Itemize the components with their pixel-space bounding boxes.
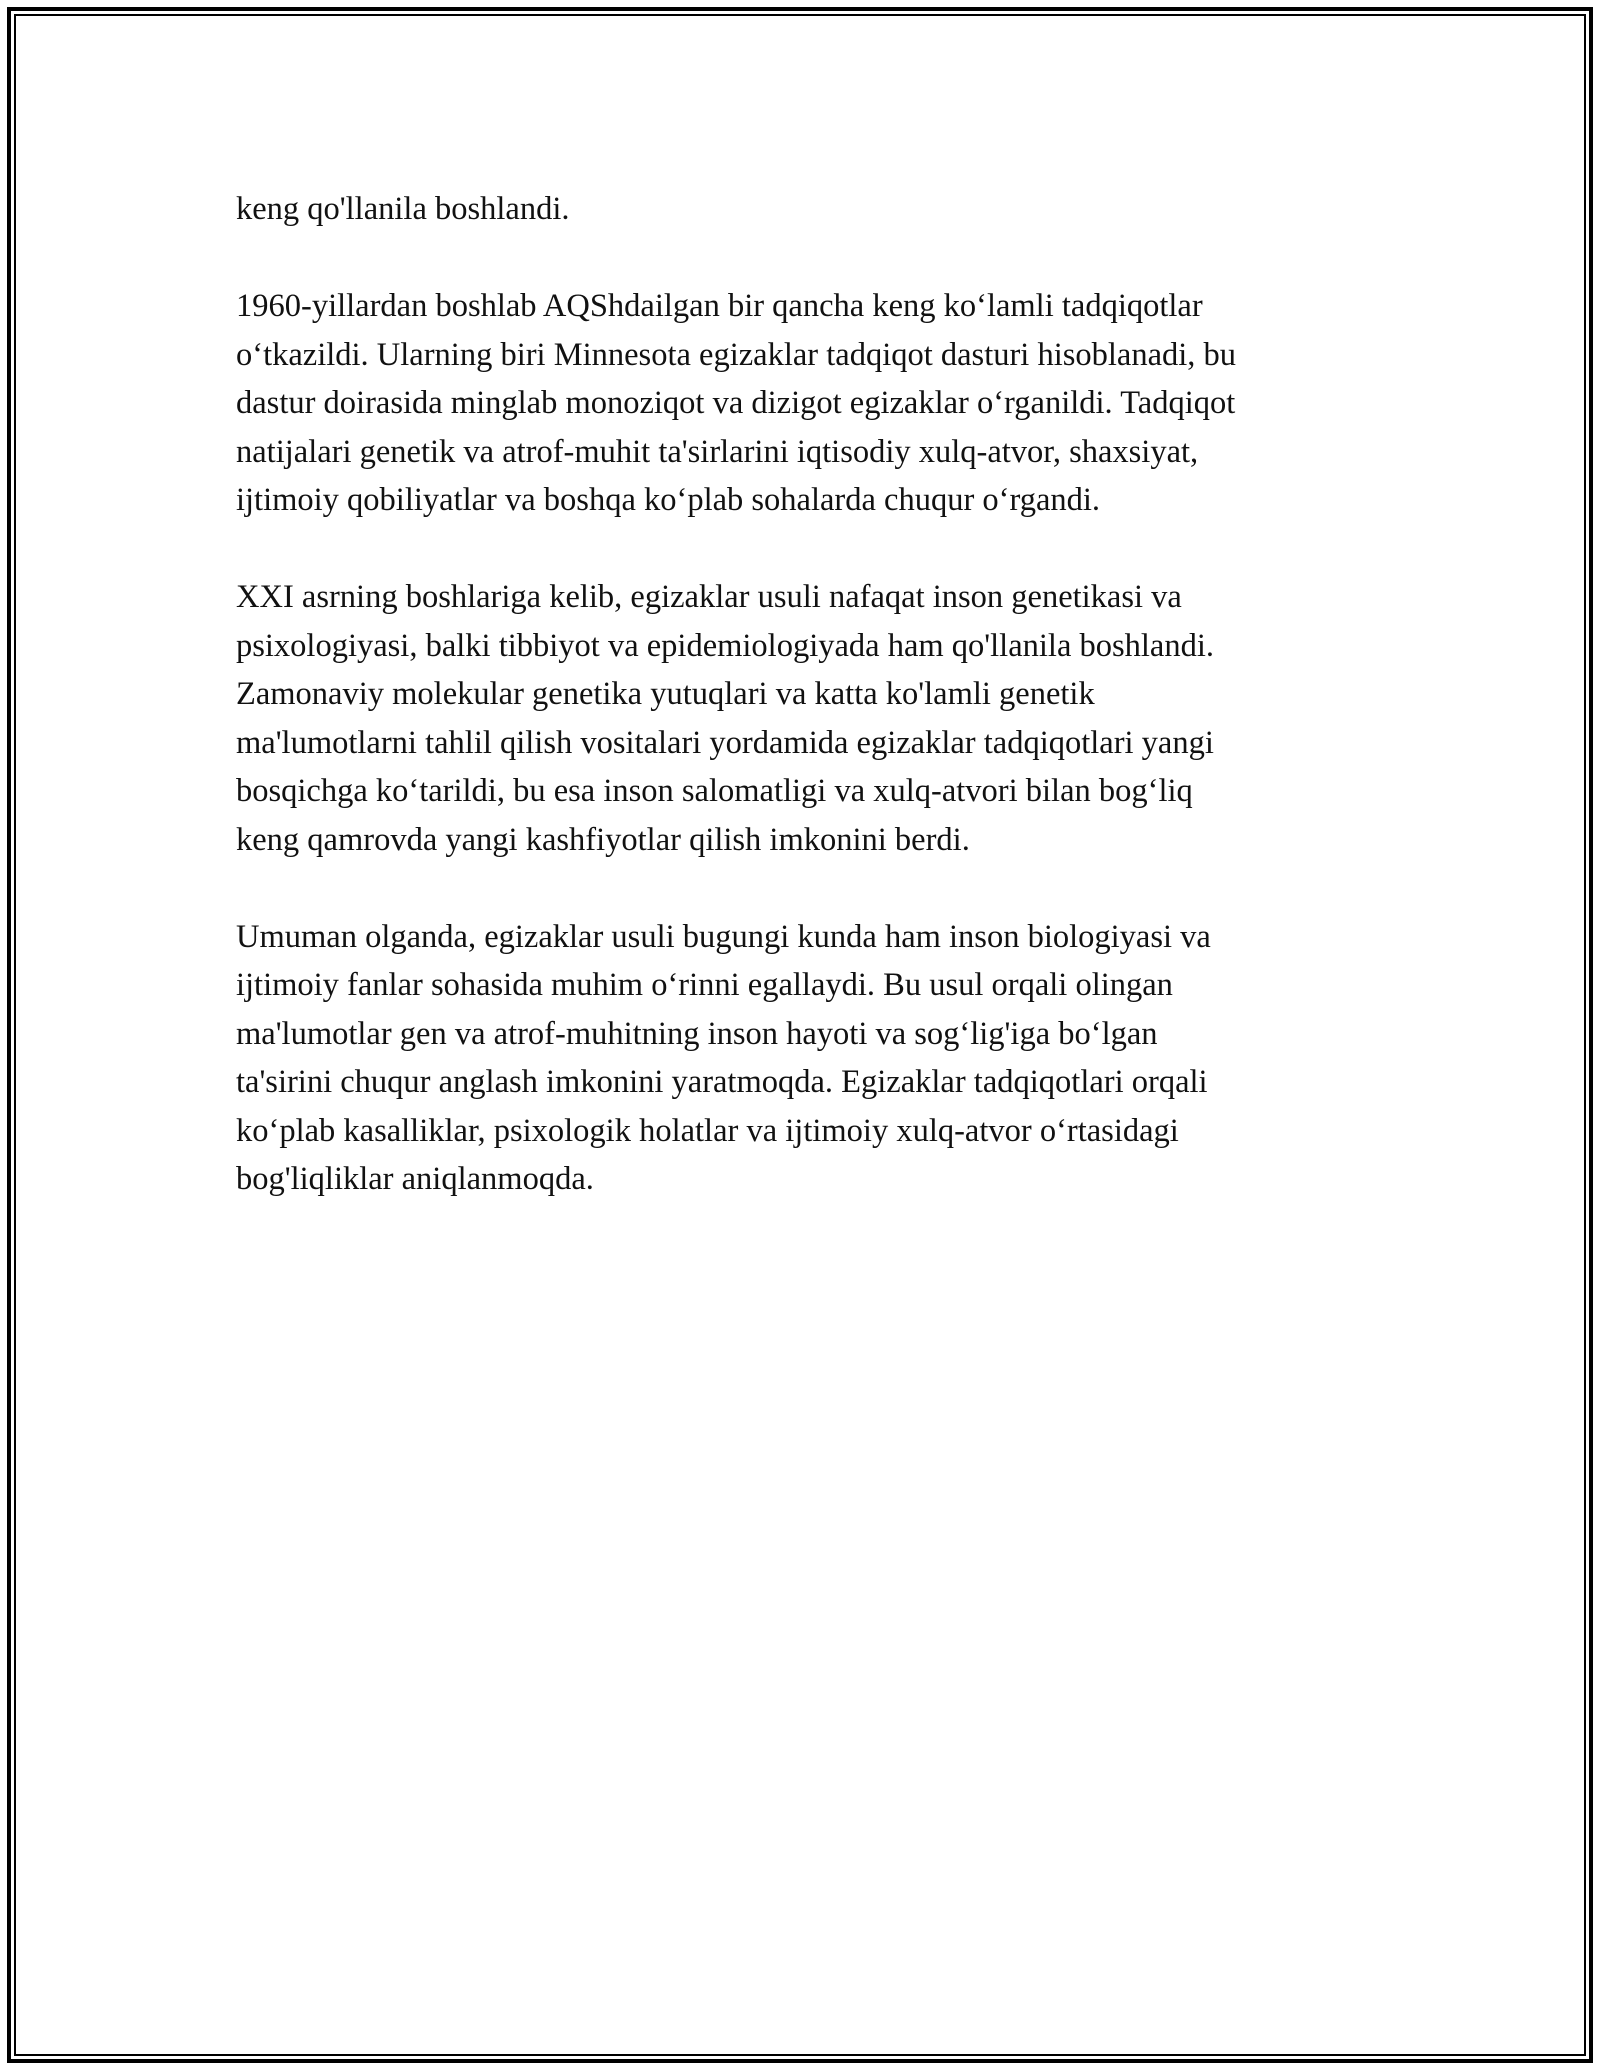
text-line: ko‘plab kasalliklar, psixologik holatlar va ijtimoiy xulq-atvor o‘rtasidagi (236, 1112, 1179, 1149)
text-line: keng qo'llanila boshlandi. (236, 191, 570, 227)
text-line: ijtimoiy qobiliyatlar va boshqa ko‘plab sohalarda chuqur o‘rgandi. (236, 482, 1101, 518)
text-line: ma'lumotlar gen va atrof-muhitning inson hayoti va sog‘lig'iga bo‘lgan (236, 1015, 1158, 1052)
text-line: ma'lumotlarni tahlil qilish vositalari yordamida egizaklar tadqiqotlari yangi (236, 724, 1214, 761)
text-line: ijtimoiy fanlar sohasida muhim o‘rinni egallaydi. Bu usul orqali olingan (236, 967, 1173, 1003)
text-line: Zamonaviy molekular genetika yutuqlari va katta ko'lamli genetik (236, 676, 1095, 712)
paragraph-2 (236, 282, 1386, 525)
text-line: o‘tkazildi. Ularning biri Minnesota egizaklar tadqiqot dasturi hisoblanadi, bu (236, 336, 1237, 373)
text-line: Umuman olganda, egizaklar usuli bugungi kunda ham inson biologiyasi va (236, 918, 1211, 955)
text-line: natijalari genetik va atrof-muhit ta'sirlarini iqtisodiy xulq-atvor, shaxsiyat, (236, 433, 1199, 470)
text-line: bosqichga ko‘tarildi, bu esa inson salomatligi va xulq-atvori bilan bog‘liq (236, 773, 1193, 809)
text-line: dastur doirasida minglab monoziqot va dizigot egizaklar o‘rganildi. Tadqiqot (236, 385, 1236, 421)
paragraph-1 (236, 185, 1386, 234)
paragraph-4 (236, 913, 1386, 1204)
text-line: keng qamrovda yangi kashfiyotlar qilish imkonini berdi. (236, 821, 970, 858)
text-line: ta'sirini chuqur anglash imkonini yaratmoqda. Egizaklar tadqiqotlari orqali (236, 1064, 1208, 1100)
text-line: bog'liqliklar aniqlanmoqda. (236, 1161, 594, 1197)
document-body (236, 185, 1386, 1252)
text-line: psixologiyasi, balki tibbiyot va epidemiologiyada ham qo'llanila boshlandi. (236, 627, 1214, 664)
text-line: 1960-yillardan boshlab AQShdailgan bir qancha keng ko‘lamli tadqiqotlar (236, 288, 1203, 324)
paragraph-3 (236, 573, 1386, 864)
text-line: XXI asrning boshlariga kelib, egizaklar usuli nafaqat inson genetikasi va (236, 579, 1182, 615)
